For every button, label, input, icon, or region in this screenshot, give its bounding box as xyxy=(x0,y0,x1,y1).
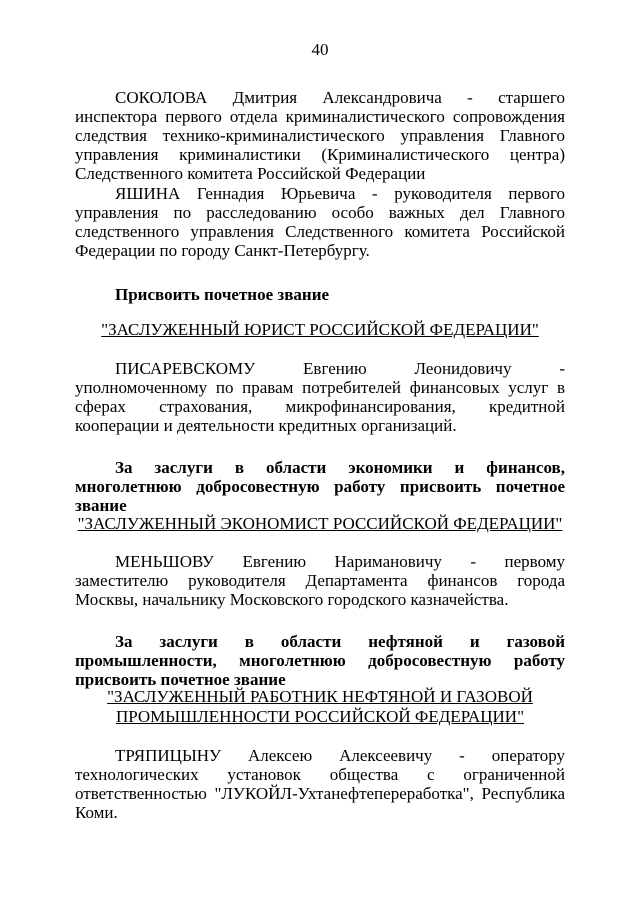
section-heading-1 xyxy=(75,285,565,304)
paragraph-text: СОКОЛОВА Дмитрия Александровича - старшего инспектора первого отдела криминалистического сопровождения следствия технико-криминалистического управления Главного управления криминалистики (Криминалистического центра) Следственного комитета Российской Федерации xyxy=(75,88,565,183)
paragraph-text: ЯШИНА Геннадия Юрьевича - руководителя первого управления по расследованию особо важных дел Главного следственного управления Следственного комитета Российской Федерации по городу Санкт-Петербургу. xyxy=(75,184,565,260)
section-heading-text: За заслуги в области экономики и финансов, многолетнюю добросовестную работу присвоить почетное звание xyxy=(75,458,565,515)
award-recipient-sokolova xyxy=(75,88,565,183)
paragraph-text: ТРЯПИЦЫНУ Алексею Алексеевичу - оператору технологических установок общества с ограниченной ответственностью "ЛУКОЙЛ-Ухтанефтепереработка", Республика Коми. xyxy=(75,746,565,822)
page-number: 40 xyxy=(311,40,329,59)
section-heading-text: Присвоить почетное звание xyxy=(115,285,330,304)
award-recipient-menshov xyxy=(75,552,565,609)
honorary-title-oil-gas-line-1: "ЗАСЛУЖЕННЫЙ РАБОТНИК НЕФТЯНОЙ И ГАЗОВОЙ xyxy=(107,687,533,706)
section-heading-3 xyxy=(75,632,565,689)
honorary-title-oil-gas-line-2: ПРОМЫШЛЕННОСТИ РОССИЙСКОЙ ФЕДЕРАЦИИ" xyxy=(115,707,525,726)
section-heading-2 xyxy=(75,458,565,515)
award-recipient-tryapitsyn xyxy=(75,746,565,822)
honorary-title-lawyer: "ЗАСЛУЖЕННЫЙ ЮРИСТ РОССИЙСКОЙ ФЕДЕРАЦИИ" xyxy=(101,320,539,339)
award-recipient-yashina xyxy=(75,184,565,260)
honorary-title-economist: "ЗАСЛУЖЕННЫЙ ЭКОНОМИСТ РОССИЙСКОЙ ФЕДЕРАЦИИ" xyxy=(77,514,563,533)
section-heading-text: За заслуги в области нефтяной и газовой промышленности, многолетнюю добросовестную работу присвоить почетное звание xyxy=(75,632,565,689)
paragraph-text: ПИСАРЕВСКОМУ Евгению Леонидовичу - уполномоченному по правам потребителей финансовых услуг в сферах страхования, микрофинансирования, кредитной кооперации и деятельности кредитных организаций. xyxy=(75,359,565,435)
paragraph-text: МЕНЬШОВУ Евгению Наримановичу - первому заместителю руководителя Департамента финансов города Москвы, начальнику Московского городского казначейства. xyxy=(75,552,565,609)
award-recipient-pisarevsky xyxy=(75,359,565,435)
